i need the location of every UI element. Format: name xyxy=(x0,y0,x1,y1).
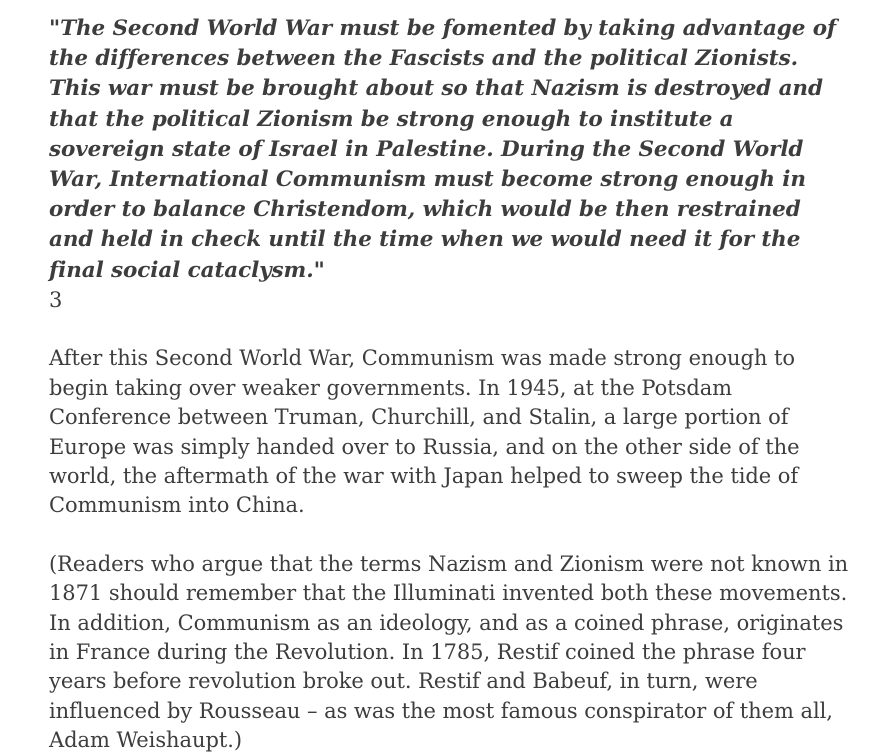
footnote-marker: 3 xyxy=(49,287,63,312)
article-body xyxy=(49,14,849,756)
paragraph-readers-note: (Readers who argue that the terms Nazism and Zionism were not known in 1871 should remember that the Illuminati invented both these movements. In addition, Communism as an ideology, and as a coined phrase, originates in France during the Revolution. In 1785, Restif coined the phrase four years before revolution broke out. Restif and Babeuf, in turn, were influenced by Rousseau – as was the most famous conspirator of them all, Adam Weishaupt.) xyxy=(49,551,849,753)
block-quote: "The Second World War must be fomented by taking advantage of the differences between the Fascists and the political Zionists. This war must be brought about so that Nazism is destroyed and that the political Zionism be strong enough to institute a sovereign state of Israel in Palestine. During the Second World War, International Communism must become strong enough in order to balance Christendom, which would be then restrained and held in check until the time when we would need it for the final social cataclysm." xyxy=(49,16,837,283)
paragraph-postwar: After this Second World War, Communism was made strong enough to begin taking over weaker governments. In 1945, at the Potsdam Conference between Truman, Churchill, and Stalin, a large portion of Europe was simply handed over to Russia, and on the other side of the world, the aftermath of the war with Japan helped to sweep the tide of Communism into China. xyxy=(49,346,800,518)
